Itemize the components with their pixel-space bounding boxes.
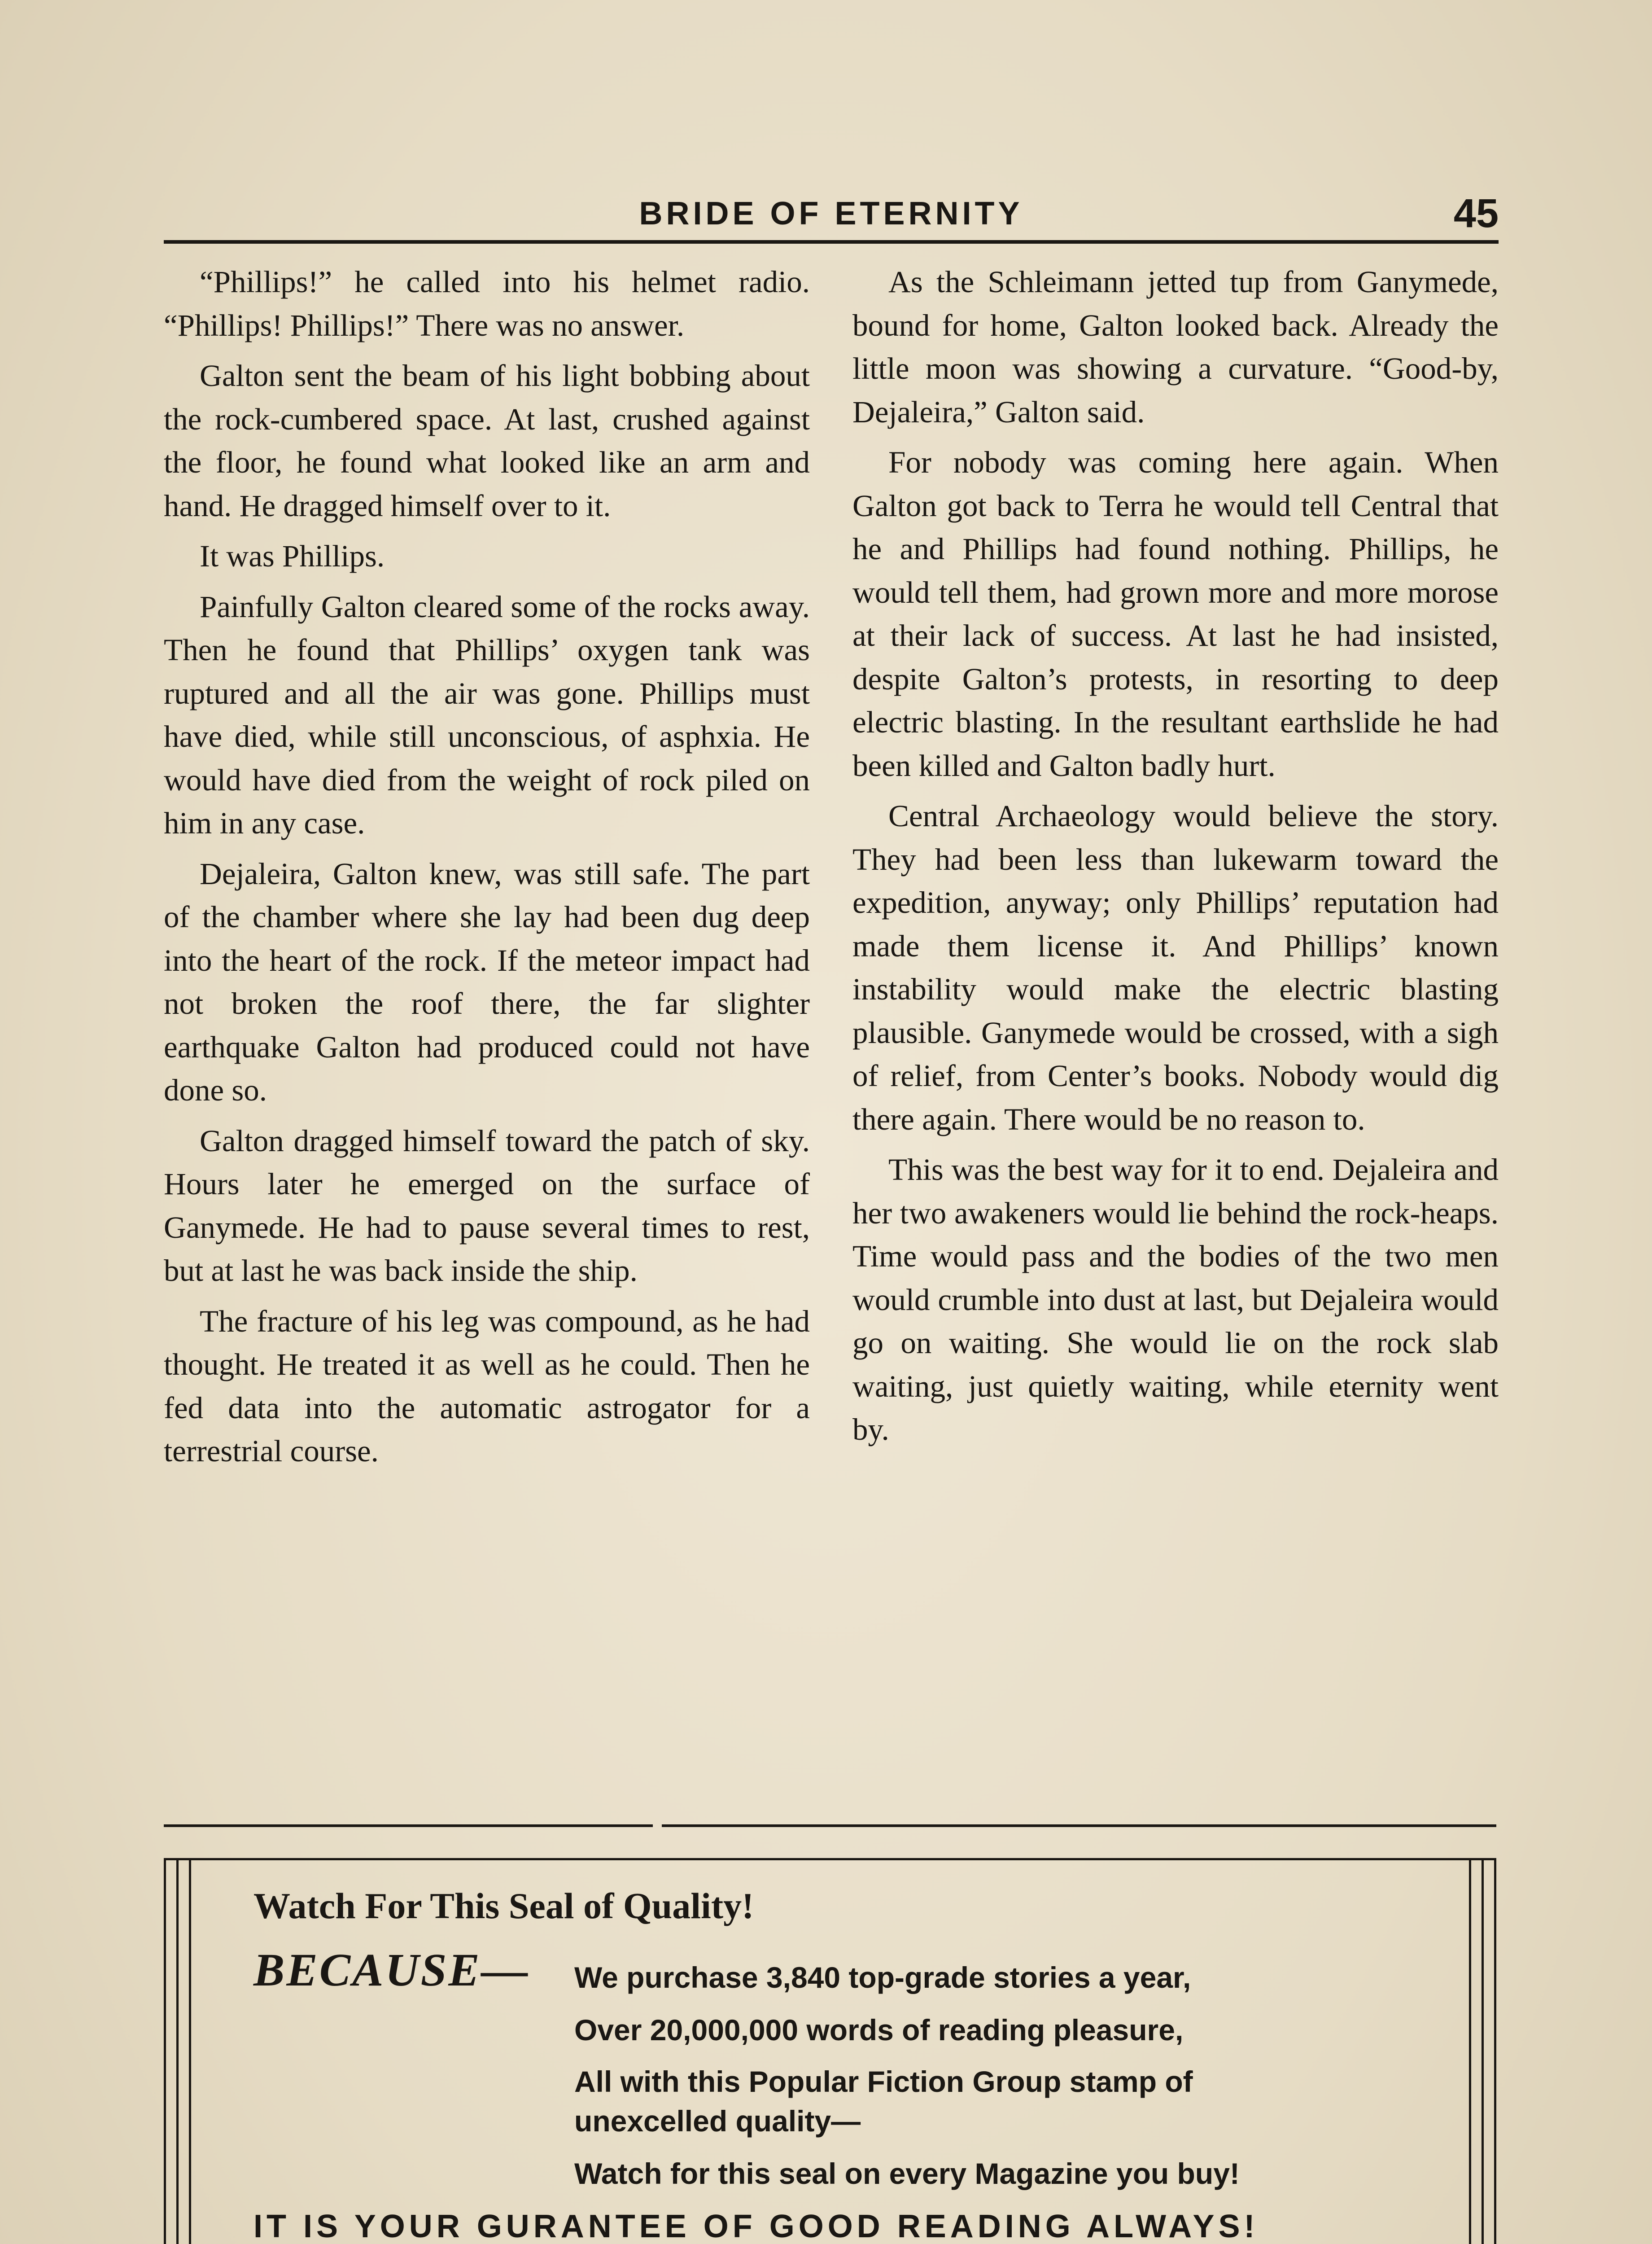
divider-rule	[164, 1824, 653, 1827]
page-header	[164, 191, 1499, 244]
page-number: 45	[1453, 191, 1499, 236]
paragraph: For nobody was coming here again. When Galton got back to Terra he would tell Central that he and Phillips had found nothing. Phillips, he would tell them, had grown more and more morose at their lack of success. At last he had insisted, despite Galton’s protests, in resorting to deep electric blasting. In the resultant earthslide he had been killed and Galton badly hurt.	[852, 445, 1499, 783]
paragraph: Galton dragged himself toward the patch of sky. Hours later he emerged on the surface of Ganymede. He had to pause several times to rest, but at last he was back inside the ship.	[164, 1123, 810, 1288]
frame-line	[1482, 1858, 1484, 2244]
ad-line: Watch for this seal on every Magazine you buy!	[574, 2157, 1240, 2190]
divider-rule	[662, 1824, 1496, 1827]
frame-line	[176, 1858, 179, 2244]
paragraph: Central Archaeology would believe the story. They had been less than lukewarm toward the expedition, anyway; only Phillips’ reputation had made them license it. And Phillips’ known instability would make the electric blasting plausible. Ganymede would be crossed, with a sigh of relief, from Center’s books. Nobody would dig there again. There would be no reason to.	[852, 799, 1499, 1136]
ad-line: We purchase 3,840 top-grade stories a year,	[574, 1961, 1191, 1994]
frame-line	[1469, 1858, 1471, 2244]
right-text-column	[852, 260, 1499, 1459]
advertisement-box	[164, 1858, 1496, 2244]
paragraph: It was Phillips.	[200, 539, 385, 573]
paragraph: As the Schleimann jetted tup from Ganymede, bound for home, Galton looked back. Already the little moon was showing a curvature. “Good-by, Dejaleira,” Galton said.	[852, 265, 1499, 429]
frame-line	[1494, 1858, 1496, 2244]
paragraph: The fracture of his leg was compound, as he had thought. He treated it as well as he could. Then he fed data into the automatic astrogator for a terrestrial course.	[164, 1304, 810, 1468]
ad-line: Over 20,000,000 words of reading pleasure,	[574, 2013, 1184, 2047]
ad-because: BECAUSE—	[253, 1944, 530, 1996]
frame-line	[164, 1858, 1496, 1860]
paragraph: This was the best way for it to end. Dejaleira and her two awakeners would lie behind the rock-heaps. Time would pass and the bodies of the two men would crumble into dust at last, but Dejaleira would go on waiting. She would lie on the rock slab waiting, just quietly waiting, while eternity went by.	[852, 1153, 1499, 1446]
left-text-column	[164, 260, 810, 1480]
ad-line: All with this Popular Fiction Group stamp of	[574, 2065, 1193, 2098]
frame-line	[164, 1858, 166, 2244]
paragraph: Dejaleira, Galton knew, was still safe. The part of the chamber where she lay had been dug deep into the heart of the rock. If the meteor impact had not broken the roof there, the far slighter earthquake Galton had produced could not have done so.	[164, 856, 810, 1107]
ad-heading: Watch For This Seal of Quality!	[253, 1885, 754, 1926]
paragraph: Painfully Galton cleared some of the rocks away. Then he found that Phillips’ oxygen tank was ruptured and all the air was gone. Phillips must have died, while still unconscious, of asphxia. He would have died from the weight of rock piled on him in any case.	[164, 589, 810, 840]
paragraph: Galton sent the beam of his light bobbing about the rock-cumbered space. At last, crushed against the floor, he found what looked like an arm and hand. He dragged himself over to it.	[164, 359, 810, 523]
ad-line: unexcelled quality—	[574, 2104, 861, 2138]
running-title: BRIDE OF ETERNITY	[639, 196, 1023, 232]
paragraph: “Phillips!” he called into his helmet radio. “Phillips! Phillips!” There was no answer.	[164, 265, 810, 342]
ad-guarantee: IT IS YOUR GURANTEE OF GOOD READING ALWAYS!	[253, 2209, 1259, 2244]
frame-line	[189, 1858, 191, 2244]
